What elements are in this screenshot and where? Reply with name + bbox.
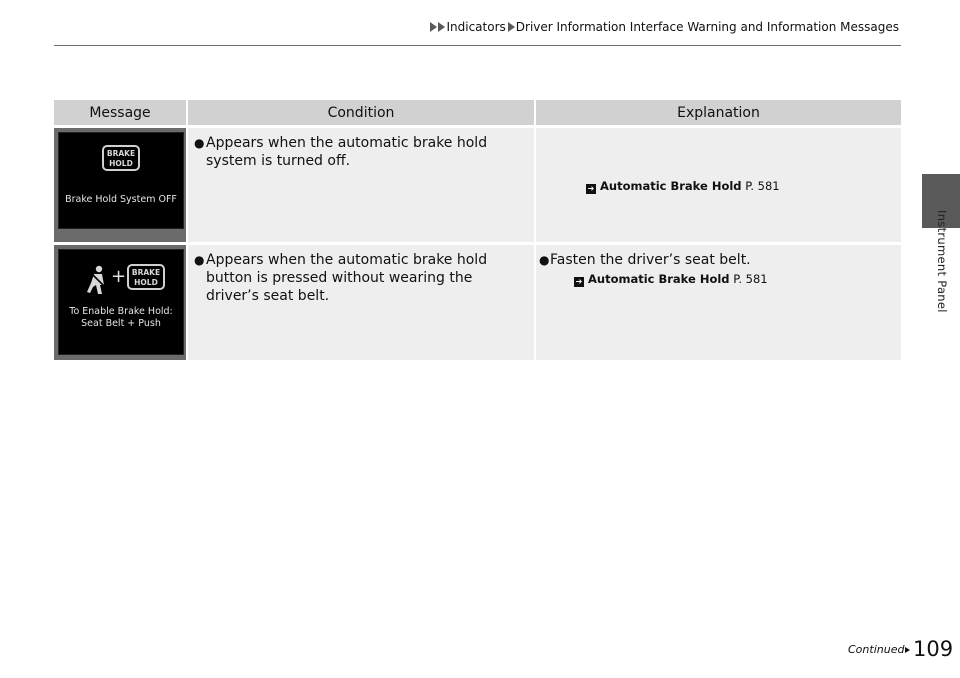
breadcrumb	[430, 20, 901, 34]
page-number: 109	[913, 637, 954, 661]
reference-arrow-icon: ➔	[587, 184, 595, 193]
condition-cell	[188, 128, 536, 242]
message-cell	[54, 128, 188, 242]
condition-text: Appears when the automatic brake hold system is turned off.	[206, 135, 488, 169]
brake-hold-icon: BRAKE HOLD	[102, 145, 140, 171]
header-condition: Condition	[188, 100, 536, 125]
screen-message-text-line2: Seat Belt + Push	[81, 318, 161, 329]
condition-item	[188, 251, 522, 305]
condition-text: Appears when the automatic brake hold button is pressed without wearing the driver’s seat belt.	[206, 252, 488, 304]
table-row	[54, 245, 901, 360]
explanation-item	[536, 251, 891, 269]
triangle-bullet-icon	[438, 22, 445, 32]
table-header-row	[54, 100, 901, 125]
breadcrumb-item-indicators[interactable]: Indicators	[446, 20, 506, 34]
explanation-cell	[536, 245, 901, 360]
triangle-bullet-icon	[430, 22, 437, 32]
display-screen	[58, 132, 184, 229]
condition-item	[188, 134, 522, 170]
brake-hold-icon: BRAKE HOLD	[127, 264, 165, 290]
reference-page: P. 581	[745, 179, 780, 193]
bullet-icon: ●	[194, 136, 205, 150]
header-message: Message	[54, 100, 188, 125]
continued-arrow-icon	[905, 647, 910, 653]
message-table	[54, 97, 901, 363]
bullet-icon: ●	[194, 253, 205, 267]
reference-title: Automatic Brake Hold	[588, 272, 730, 286]
header-explanation: Explanation	[536, 100, 901, 125]
reference-arrow-icon: ➔	[575, 277, 583, 286]
plus-sign: +	[111, 266, 127, 287]
reference-title: Automatic Brake Hold	[600, 179, 742, 193]
explanation-text: Fasten the driver’s seat belt.	[550, 252, 751, 268]
reference-page: P. 581	[733, 272, 768, 286]
explanation-cell	[536, 128, 901, 242]
table-row	[54, 128, 901, 242]
bullet-icon: ●	[539, 253, 550, 267]
display-screen	[58, 249, 184, 355]
message-cell	[54, 245, 188, 360]
screen-message-text: Brake Hold System OFF	[65, 194, 177, 205]
reference-link[interactable]	[536, 272, 891, 287]
triangle-bullet-icon	[508, 22, 515, 32]
reference-link[interactable]	[536, 179, 891, 194]
screen-message-text-line1: To Enable Brake Hold:	[69, 306, 173, 317]
condition-cell	[188, 245, 536, 360]
breadcrumb-item-warning-messages[interactable]: Driver Information Interface Warning and Information Messages	[515, 20, 899, 34]
continued-note: Continued	[848, 643, 910, 656]
header-rule	[54, 45, 901, 46]
section-label: Instrument Panel	[935, 210, 949, 313]
seatbelt-icon	[86, 265, 110, 295]
